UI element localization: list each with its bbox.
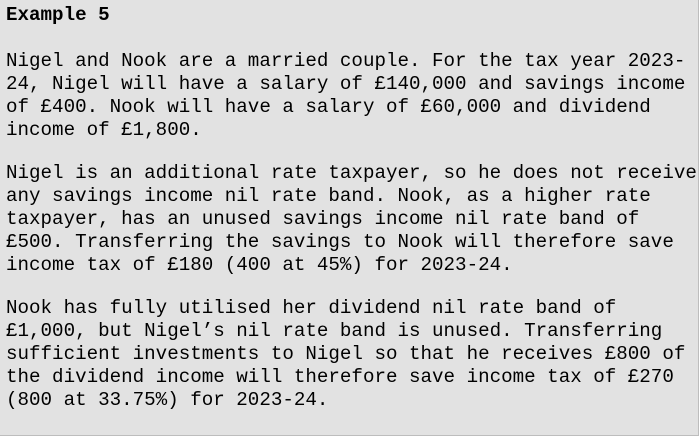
paragraph-line: Nigel and Nook are a married couple. For the tax year 2023- xyxy=(6,50,686,72)
example-heading: Example 5 xyxy=(6,4,110,26)
paragraph-line: sufficient investments to Nigel so that he receives £800 of xyxy=(6,343,686,365)
paragraph-line: £1,000, but Nigel’s nil rate band is unused. Transferring xyxy=(6,320,663,342)
paragraph-line: 24, Nigel will have a salary of £140,000 and savings income xyxy=(6,73,686,95)
paragraph-line: Nook has fully utilised her dividend nil rate band of xyxy=(6,297,617,319)
paragraph-line: taxpayer, has an unused savings income nil rate band of xyxy=(6,208,640,230)
paragraph-line: any savings income nil rate band. Nook, as a higher rate xyxy=(6,185,651,207)
paragraph-line: income tax of £180 (400 at 45%) for 2023-24. xyxy=(6,254,513,276)
paragraph-line: £500. Transferring the savings to Nook will therefore save xyxy=(6,231,674,253)
paragraph-line: income of £1,800. xyxy=(6,119,202,141)
paragraph-line: the dividend income will therefore save income tax of £270 xyxy=(6,366,674,388)
paragraph-line: Nigel is an additional rate taxpayer, so he does not receive xyxy=(6,162,697,184)
paragraph-line: (800 at 33.75%) for 2023-24. xyxy=(6,389,329,411)
paragraph-line: of £400. Nook will have a salary of £60,000 and dividend xyxy=(6,96,651,118)
